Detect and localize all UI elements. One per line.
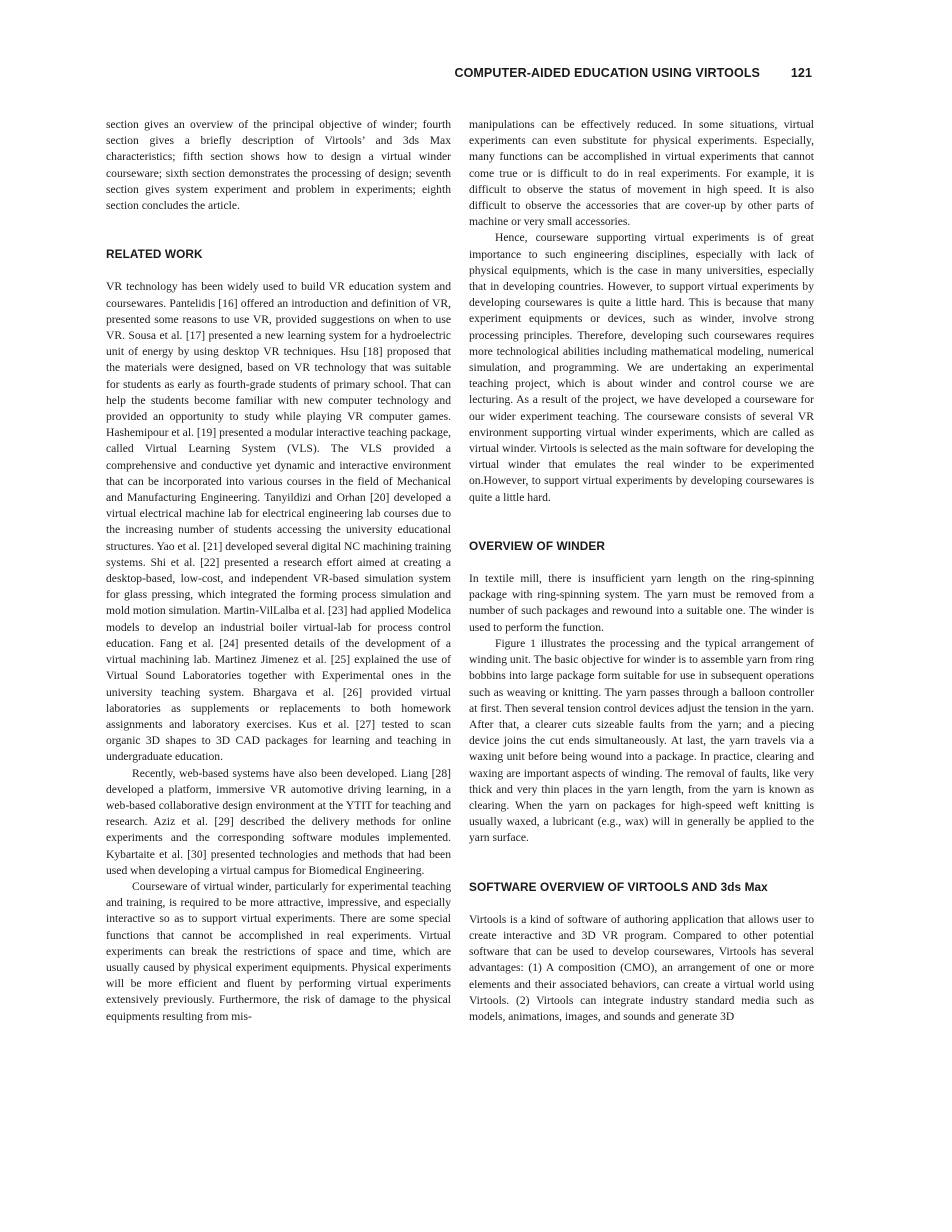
software-paragraph-1: Virtools is a kind of software of authoring application that allows user to create interactive and 3D VR program. Compared to other potential software that can be used to develop coursewares, Virtools has several advantages: (1) A composition (CMO), an arrangement of one or more elements and their associated behaviors, can create a virtual world using Virtools. (2) Virtools can integrate industry standard media such as models, animations, images, and sounds and generate 3D (469, 912, 814, 1023)
left-column (106, 117, 451, 1025)
overview-paragraph-2: Figure 1 illustrates the processing and the typical arrangement of winding unit. The basic objective for winder is to assemble yarn from ring bobbins into large package form suitable for use in subsequent operations such as weaving or knitting. The yarn passes through a balloon controller at first. Then several tension control devices adjust the tension in the yarn. After that, a clearer cuts sizeable faults from the yarn; and a piecing device joins the cut ends simultaneously. At last, the yarn travels via a waxing unit before being wound into a package. In practice, clearing and waxing are important aspects of winding. The removal of faults, like very thick and very thin places in the yarn length, from the yarn is known as clearing. When the yarn on packages for high-speed weft knitting is usually waxed, a lubricant (e.g., wax) will in generally be applied to the yarn surface. (469, 636, 814, 845)
software-heading: SOFTWARE OVERVIEW OF VIRTOOLS AND 3ds Max (469, 879, 768, 894)
page-number: 121 (790, 66, 812, 80)
running-title: COMPUTER-AIDED EDUCATION USING VIRTOOLS (454, 66, 760, 80)
related-work-paragraph-2: Recently, web-based systems have also been developed. Liang [28] developed a platform, immersive VR automotive driving learning, in a web-based collaborative design environment at the YTIT for teaching and research. Aziz et al. [29] described the delivery methods for online experiments and the corresponding software modules implemented. Kybartaite et al. [30] presented technologies and methods that had been used when developing a virtual campus for Biomedical Engineering. (106, 766, 451, 877)
related-work-paragraph-1: VR technology has been widely used to build VR education system and coursewares. Pantelidis [16] offered an introduction and definition of VR, presented some reasons to use VR, provided suggestions on when to use VR. Sousa et al. [17] presented a new learning system for a hydroelectric unit of energy by using desktop VR techniques. Hsu [18] proposed that the materials were designed, based on VR technology that was suitable for students as early as fourth-grade students of primary school. That can help the students become familiar with new computer technology and provided an opportunity to study while playing VR computer games. Hashemipour et al. [19] presented a modular interactive teaching package, called Virtual Learning System (VLS). The VLS provided a comprehensive and conductive yet dynamic and interactive environment that can be incorporated into various courses in the field of Mechanical and Manufacturing Engineering. Tanyildizi and Orhan [20] developed a virtual electrical machine lab for electrical engineering lab courses due to the increasing number of students accessing the university educational structures. Yao et al. [21] developed several digital NC machining training systems. Shi et al. [22] presented a research effort aimed at creating a desktop-based, low-cost, and independent VR-based simulation system for glass pressing, which integrated the forming process simulation and mold motion simulation. Martin-VilLalba et al. [23] had applied Modelica models to develop an industrial boiler virtual-lab for process control education. Fang et al. [24] presented details of the development of a virtual machining lab. Martinez Jimenez et al. [25] explained the use of Virtual Sound Laboratories together with Experimental ones in the university teaching system. Bhargava et al. [26] provided virtual laboratories as supplements or replacements to both homework assignments and laboratory exercises. Kus et al. [27] tested to scan organic 3D shapes to 3D CAD packages for learning and teaching in undergraduate education. (106, 280, 451, 764)
continuation-paragraph-2: Hence, courseware supporting virtual experiments is of great importance to such engineering disciplines, especially with lack of physical equipments, which is the case in many universities, especially that in developing countries. However, to support virtual experiments by developing coursewares is quite a little hard. This is because that many experiment equipments or devices, such as winder, involve strong processing principles. Therefore, developing such coursewares requires more technological abilities including mathematical modeling, numerical simulation, and programming. We are undertaking an experimental teaching project, which is about winder and control course we are lecturing. As a result of the project, we have developed a courseware for our wider experiment teaching. The courseware consists of several VR environment supporting virtual winder experiments, which are called as virtual winder. Virtools is selected as the main software for developing the virtual winder that emulates the real winder to be experimented on.However, to support virtual experiments by developing coursewares is quite a little hard. (469, 231, 814, 504)
overview-paragraph-1: In textile mill, there is insufficient yarn length on the ring-spinning package with ring-spinning system. The yarn must be removed from a number of such packages and rewound into a suitable one. The winder is used to perform the function. (469, 572, 814, 634)
intro-paragraph: section gives an overview of the principal objective of winder; fourth section gives a briefly description of Virtools’ and 3ds Max characteristics; fifth section shows how to design a virtual winder courseware; sixth section demonstrates the processing of design; seventh section gives system experiment and problem in experiments; eighth section concludes the article. (106, 118, 451, 213)
related-work-heading: RELATED WORK (106, 247, 203, 262)
overview-heading: OVERVIEW OF WINDER (469, 538, 605, 553)
right-column (469, 117, 814, 1025)
continuation-paragraph-1: manipulations can be effectively reduced. In some situations, virtual experiments can even substitute for physical experiments. Especially, many functions can be accomplished in virtual experiments that cannot come true or is difficult to do in real experiments. For example, it is difficult to observe the status of movement in high speed. It is also difficult to observe the accessories that are cover-up by other parts of machine or very small accessories. (469, 118, 814, 229)
related-work-paragraph-3: Courseware of virtual winder, particularly for experimental teaching and training, is required to be more attractive, impressive, and especially interactive so as to support virtual experiments. There are some special functions that cannot be accomplished in real experiments. Virtual experiments can break the restrictions of space and time, which are usually caused by physical experiment equipments. Physical experiments will be more efficient and fluent by performing virtual experiments extensively previously. Furthermore, the risk of damage to the physical equipments resulting from mis- (106, 879, 451, 1023)
